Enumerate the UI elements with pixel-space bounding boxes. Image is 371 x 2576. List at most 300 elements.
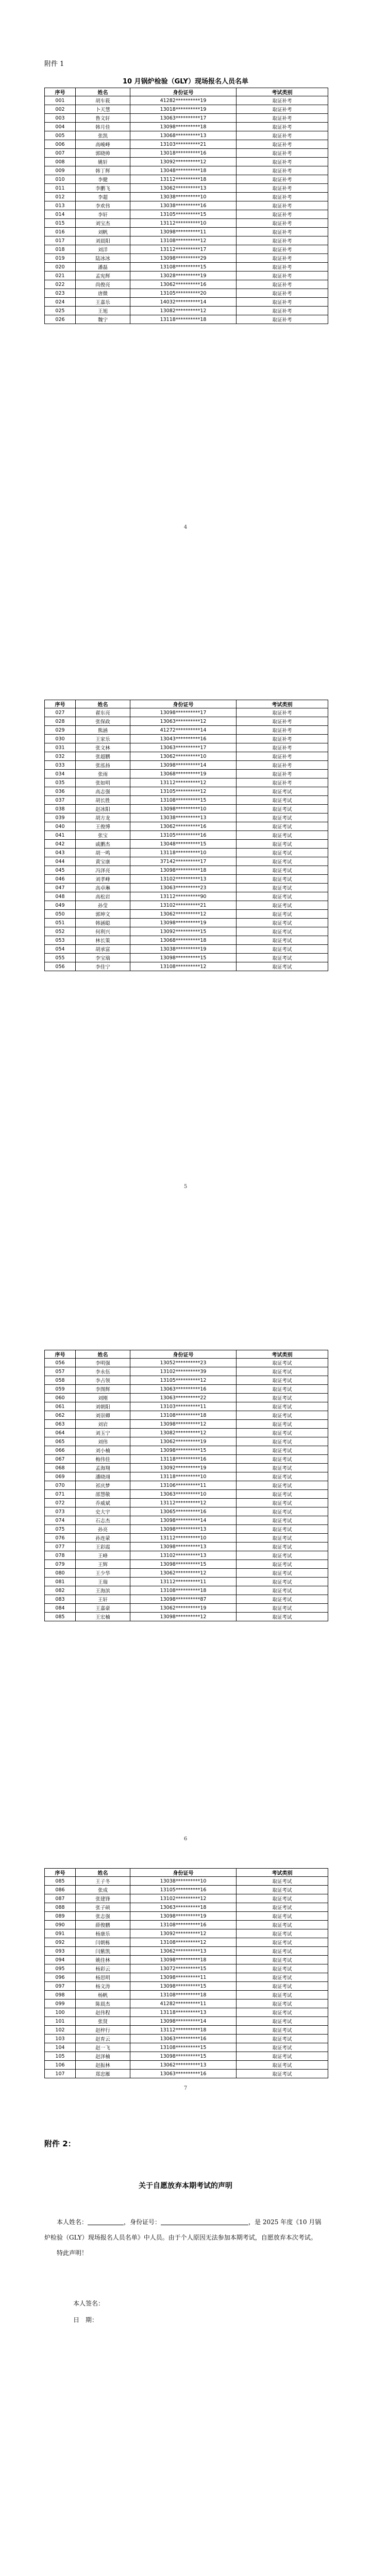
- table-row: [45, 1402, 328, 1411]
- cell-name: 张宝: [76, 831, 130, 840]
- cell-name: 戚鹏杰: [76, 840, 130, 849]
- table-row: [45, 770, 328, 778]
- cell-id: 13065**********16: [130, 1507, 237, 1516]
- cell-category: 取证考试: [237, 962, 328, 971]
- cell-name: 赵一飞: [76, 2043, 130, 2052]
- cell-name: 刘洋: [76, 245, 130, 254]
- cell-name: 胡方龙: [76, 814, 130, 822]
- cell-seq: 060: [45, 1394, 76, 1402]
- header-seq: 序号: [45, 1350, 76, 1359]
- cell-id: 13112**********10: [130, 219, 237, 228]
- cell-category: 取证考试: [237, 2008, 328, 2017]
- cell-seq: 082: [45, 1586, 76, 1595]
- header-id: 身份证号: [130, 1869, 237, 1877]
- declaration-paragraph: [44, 2214, 327, 2245]
- cell-id: 13108**********15: [130, 796, 237, 805]
- table-row: [45, 1578, 328, 1586]
- cell-seq: 106: [45, 2061, 76, 2070]
- table-row: [45, 708, 328, 717]
- cell-seq: 079: [45, 1560, 76, 1569]
- cell-category: 取证考试: [237, 1964, 328, 1973]
- table-row: [45, 298, 328, 307]
- cell-name: 刘晨阳: [76, 236, 130, 245]
- cell-name: 魏宁: [76, 315, 130, 324]
- cell-category: 取证补考: [237, 254, 328, 263]
- cell-id: 13098**********11: [130, 1973, 237, 1982]
- cell-category: 取证考试: [237, 1367, 328, 1376]
- cell-id: 13018**********16: [130, 149, 237, 158]
- table-row: [45, 245, 328, 254]
- cell-id: 13098**********15: [130, 954, 237, 962]
- cell-category: 取证考试: [237, 2017, 328, 2026]
- cell-seq: 049: [45, 901, 76, 910]
- cell-seq: 010: [45, 175, 76, 184]
- cell-category: 取证考试: [237, 1446, 328, 1455]
- cell-name: 王海滨: [76, 1586, 130, 1595]
- cell-id: 13098**********15: [130, 1982, 237, 1991]
- table-row: [45, 761, 328, 770]
- cell-id: 13052**********23: [130, 1359, 237, 1367]
- cell-id: 13062**********16: [130, 280, 237, 289]
- cell-id: 13102**********13: [130, 875, 237, 884]
- cell-seq: 056: [45, 1359, 76, 1367]
- table-row: [45, 805, 328, 814]
- cell-category: 取证补考: [237, 752, 328, 761]
- name-label: 本人姓名：: [57, 2218, 88, 2226]
- cell-category: 取证考试: [237, 927, 328, 936]
- cell-name: 刘玉宁: [76, 1429, 130, 1437]
- cell-name: 高峻峰: [76, 140, 130, 149]
- cell-seq: 056: [45, 962, 76, 971]
- cell-id: 13112**********12: [130, 778, 237, 787]
- cell-category: 取证考试: [237, 2043, 328, 2052]
- page-number: 4: [183, 524, 188, 530]
- cell-id: 13098**********15: [130, 2052, 237, 2061]
- cell-seq: 026: [45, 315, 76, 324]
- cell-id: 13062**********19: [130, 1604, 237, 1613]
- cell-name: 李欢伟: [76, 201, 130, 210]
- cell-category: 取证考试: [237, 875, 328, 884]
- table-row: [45, 884, 328, 892]
- cell-category: 取证考试: [237, 892, 328, 901]
- cell-seq: 095: [45, 1964, 76, 1973]
- cell-seq: 085: [45, 1877, 76, 1886]
- table-row: [45, 1481, 328, 1490]
- cell-seq: 015: [45, 219, 76, 228]
- cell-category: 取证补考: [237, 201, 328, 210]
- table-row: [45, 1929, 328, 1938]
- cell-category: 取证考试: [237, 1534, 328, 1543]
- cell-category: 取证补考: [237, 778, 328, 787]
- cell-seq: 085: [45, 1613, 76, 1621]
- cell-id: 13112**********90: [130, 892, 237, 901]
- cell-category: 取证考试: [237, 1912, 328, 1921]
- cell-seq: 066: [45, 1446, 76, 1455]
- cell-seq: 055: [45, 954, 76, 962]
- cell-category: 取证考试: [237, 1991, 328, 1999]
- cell-seq: 002: [45, 105, 76, 114]
- cell-seq: 014: [45, 210, 76, 219]
- cell-name: 刘伟: [76, 1437, 130, 1446]
- header-id: 身份证号: [130, 700, 237, 708]
- table-row: [45, 201, 328, 210]
- name-blank: [88, 2217, 124, 2225]
- cell-name: 刘帆: [76, 228, 130, 236]
- cell-seq: 022: [45, 280, 76, 289]
- header-seq: 序号: [45, 1869, 76, 1877]
- cell-seq: 061: [45, 1402, 76, 1411]
- cell-seq: 037: [45, 796, 76, 805]
- cell-name: 王少华: [76, 1569, 130, 1578]
- table-row: [45, 1534, 328, 1543]
- cell-seq: 064: [45, 1429, 76, 1437]
- cell-id: 13112**********18: [130, 175, 237, 184]
- cell-name: 胡承富: [76, 945, 130, 954]
- table-row: [45, 1376, 328, 1385]
- cell-seq: 090: [45, 1921, 76, 1929]
- table-row: [45, 263, 328, 272]
- cell-seq: 101: [45, 2017, 76, 2026]
- cell-category: 取证考试: [237, 1982, 328, 1991]
- cell-id: 13063**********16: [130, 2070, 237, 2078]
- cell-category: 取证补考: [237, 735, 328, 743]
- table-row: [45, 1956, 328, 1964]
- header-id: 身份证号: [130, 1350, 237, 1359]
- cell-name: 胡车筱: [76, 96, 130, 105]
- cell-seq: 084: [45, 1604, 76, 1613]
- cell-id: 13112**********10: [130, 1534, 237, 1543]
- cell-id: 13098**********14: [130, 761, 237, 770]
- table-row: [45, 1490, 328, 1499]
- roster-table-page-5: [44, 700, 328, 971]
- cell-name: 王轩: [76, 1595, 130, 1604]
- cell-seq: 063: [45, 1420, 76, 1429]
- cell-seq: 103: [45, 2035, 76, 2043]
- cell-name: 胡长胜: [76, 796, 130, 805]
- cell-seq: 018: [45, 245, 76, 254]
- table-row: [45, 1991, 328, 1999]
- cell-name: 杨彩云: [76, 1964, 130, 1973]
- cell-category: 取证考试: [237, 1402, 328, 1411]
- cell-seq: 093: [45, 1947, 76, 1956]
- table-row: [45, 1569, 328, 1578]
- cell-category: 取证补考: [237, 245, 328, 254]
- cell-category: 取证考试: [237, 1516, 328, 1525]
- cell-name: 张建锋: [76, 1894, 130, 1903]
- table-row: [45, 1947, 328, 1956]
- cell-seq: 098: [45, 1991, 76, 1999]
- cell-category: 取证考试: [237, 1551, 328, 1560]
- table-row: [45, 1894, 328, 1903]
- cell-seq: 028: [45, 717, 76, 726]
- table-row: [45, 1877, 328, 1886]
- cell-seq: 068: [45, 1464, 76, 1472]
- table-row: [45, 1525, 328, 1534]
- table-row: [45, 945, 328, 954]
- table-header-row: [45, 1350, 328, 1359]
- cell-category: 取证补考: [237, 158, 328, 166]
- header-name: 姓名: [76, 88, 130, 96]
- cell-name: 王家乐: [76, 735, 130, 743]
- cell-seq: 073: [45, 1507, 76, 1516]
- table-row: [45, 1964, 328, 1973]
- cell-id: 13098**********14: [130, 1516, 237, 1525]
- cell-name: 张志强: [76, 1912, 130, 1921]
- table-row: [45, 1999, 328, 2008]
- cell-seq: 105: [45, 2052, 76, 2061]
- cell-category: 取证考试: [237, 1586, 328, 1595]
- table-row: [45, 1385, 328, 1394]
- cell-seq: 040: [45, 822, 76, 831]
- table-row: [45, 280, 328, 289]
- cell-id: 13063**********12: [130, 717, 237, 726]
- cell-name: 张凯: [76, 131, 130, 140]
- table-row: [45, 726, 328, 735]
- table-row: [45, 849, 328, 857]
- table-row: [45, 140, 328, 149]
- cell-category: 取证考试: [237, 2061, 328, 2070]
- table-row: [45, 1359, 328, 1367]
- cell-category: 取证考试: [237, 822, 328, 831]
- cell-id: 13118**********10: [130, 849, 237, 857]
- cell-category: 取证补考: [237, 96, 328, 105]
- id-blank: [161, 2217, 248, 2225]
- cell-category: 取证补考: [237, 114, 328, 123]
- cell-name: 李图辉: [76, 1385, 130, 1394]
- cell-name: 李占领: [76, 1376, 130, 1385]
- table-row: [45, 166, 328, 175]
- declaration-title: 关于自愿放弃本期考试的声明: [139, 2182, 232, 2190]
- cell-category: 取证考试: [237, 849, 328, 857]
- table-row: [45, 158, 328, 166]
- cell-category: 取证考试: [237, 831, 328, 840]
- cell-name: 孟海翔: [76, 1464, 130, 1472]
- cell-category: 取证补考: [237, 193, 328, 201]
- cell-category: 取证考试: [237, 1578, 328, 1586]
- cell-name: 孙莹: [76, 901, 130, 910]
- table-row: [45, 927, 328, 936]
- cell-category: 取证考试: [237, 1560, 328, 1569]
- cell-name: 张贤: [76, 2017, 130, 2026]
- header-category: 考试类别: [237, 1869, 328, 1877]
- table-row: [45, 1595, 328, 1604]
- cell-seq: 008: [45, 158, 76, 166]
- table-row: [45, 228, 328, 236]
- cell-category: 取证补考: [237, 210, 328, 219]
- cell-name: 王嘉乐: [76, 298, 130, 307]
- cell-id: 13063**********16: [130, 2035, 237, 2043]
- cell-seq: 007: [45, 149, 76, 158]
- cell-category: 取证考试: [237, 1877, 328, 1886]
- roster-table-page-6: [44, 1350, 328, 1621]
- cell-seq: 059: [45, 1385, 76, 1394]
- cell-name: 孙连蒙: [76, 1534, 130, 1543]
- cell-seq: 051: [45, 919, 76, 927]
- cell-id: 13103**********21: [130, 140, 237, 149]
- cell-category: 取证补考: [237, 131, 328, 140]
- attachment-1-label: 附件 1: [44, 60, 64, 68]
- table-row: [45, 2043, 328, 2052]
- cell-name: 张如明: [76, 778, 130, 787]
- table-row: [45, 315, 328, 324]
- cell-id: 13063**********22: [130, 1394, 237, 1402]
- cell-category: 取证考试: [237, 945, 328, 954]
- cell-seq: 016: [45, 228, 76, 236]
- cell-id: 37142**********17: [130, 857, 237, 866]
- cell-category: 取证补考: [237, 272, 328, 280]
- cell-seq: 076: [45, 1534, 76, 1543]
- cell-name: 陆冰冰: [76, 254, 130, 263]
- cell-id: 13108**********12: [130, 962, 237, 971]
- cell-name: 赵泽楠: [76, 2052, 130, 2061]
- table-row: [45, 831, 328, 840]
- cell-seq: 087: [45, 1894, 76, 1903]
- cell-id: 13102**********12: [130, 1894, 237, 1903]
- cell-id: 13108**********18: [130, 1411, 237, 1420]
- cell-category: 取证补考: [237, 708, 328, 717]
- cell-category: 取证补考: [237, 166, 328, 175]
- cell-seq: 030: [45, 735, 76, 743]
- declaration-body: [44, 2214, 327, 2261]
- cell-seq: 023: [45, 289, 76, 298]
- cell-seq: 052: [45, 927, 76, 936]
- cell-category: 取证考试: [237, 1938, 328, 1947]
- cell-seq: 107: [45, 2070, 76, 2078]
- cell-seq: 067: [45, 1455, 76, 1464]
- table-row: [45, 307, 328, 315]
- cell-id: 41272**********14: [130, 726, 237, 735]
- table-row: [45, 1516, 328, 1525]
- cell-category: 取证考试: [237, 857, 328, 866]
- cell-category: 取证考试: [237, 1903, 328, 1912]
- cell-seq: 006: [45, 140, 76, 149]
- cell-seq: 047: [45, 884, 76, 892]
- cell-seq: 070: [45, 1481, 76, 1490]
- cell-seq: 072: [45, 1499, 76, 1507]
- declaration-closing: 特此声明！: [57, 2249, 88, 2257]
- cell-id: 13068**********13: [130, 131, 237, 140]
- table-row: [45, 1499, 328, 1507]
- cell-id: 13098**********11: [130, 228, 237, 236]
- cell-name: 黄宝康: [76, 857, 130, 866]
- cell-seq: 053: [45, 936, 76, 945]
- cell-seq: 042: [45, 840, 76, 849]
- cell-id: 13098**********29: [130, 254, 237, 263]
- table-row: [45, 1394, 328, 1402]
- cell-id: 13028**********19: [130, 272, 237, 280]
- cell-id: 13102**********39: [130, 1367, 237, 1376]
- table-row: [45, 114, 328, 123]
- table-row: [45, 1446, 328, 1455]
- table-row: [45, 1938, 328, 1947]
- table-row: [45, 2070, 328, 2078]
- cell-id: 13098**********13: [130, 1525, 237, 1534]
- cell-name: 刘孝峰: [76, 875, 130, 884]
- cell-seq: 102: [45, 2026, 76, 2035]
- cell-category: 取证考试: [237, 787, 328, 796]
- cell-name: 王辉: [76, 1560, 130, 1569]
- cell-seq: 088: [45, 1903, 76, 1912]
- table-row: [45, 875, 328, 884]
- table-row: [45, 193, 328, 201]
- table-row: [45, 743, 328, 752]
- cell-name: 赵冰阳: [76, 805, 130, 814]
- cell-category: 取证考试: [237, 1604, 328, 1613]
- table-row: [45, 1903, 328, 1912]
- cell-name: 闫朝栋: [76, 1938, 130, 1947]
- cell-seq: 069: [45, 1472, 76, 1481]
- table-header-row: [45, 700, 328, 708]
- table-row: [45, 2052, 328, 2061]
- table-row: [45, 2008, 328, 2017]
- cell-name: 高卓琳: [76, 884, 130, 892]
- cell-seq: 031: [45, 743, 76, 752]
- cell-id: 13112**********18: [130, 2026, 237, 2035]
- cell-id: 13068**********18: [130, 936, 237, 945]
- cell-id: 13092**********12: [130, 158, 237, 166]
- cell-id: 13098**********18: [130, 1956, 237, 1964]
- cell-id: 13048**********15: [130, 840, 237, 849]
- cell-seq: 089: [45, 1912, 76, 1921]
- cell-name: 林长策: [76, 936, 130, 945]
- cell-category: 取证补考: [237, 149, 328, 158]
- cell-seq: 038: [45, 805, 76, 814]
- cell-id: 13043**********16: [130, 735, 237, 743]
- table-row: [45, 1586, 328, 1595]
- cell-category: 取证补考: [237, 289, 328, 298]
- cell-seq: 012: [45, 193, 76, 201]
- cell-id: 13112**********17: [130, 245, 237, 254]
- roster-table-page-7: [44, 1868, 328, 2078]
- cell-category: 取证考试: [237, 1956, 328, 1964]
- cell-id: 13062**********13: [130, 184, 237, 193]
- cell-name: 鲁文轩: [76, 114, 130, 123]
- table-row: [45, 936, 328, 945]
- cell-category: 取证补考: [237, 315, 328, 324]
- cell-category: 取证考试: [237, 1394, 328, 1402]
- cell-id: 13098**********87: [130, 1595, 237, 1604]
- table-row: [45, 787, 328, 796]
- cell-name: 王旭: [76, 307, 130, 315]
- cell-name: 冯泽亮: [76, 866, 130, 875]
- cell-category: 取证考试: [237, 1437, 328, 1446]
- cell-id: 13082**********12: [130, 1429, 237, 1437]
- cell-category: 取证考试: [237, 1455, 328, 1464]
- cell-name: 王嘉豪: [76, 1604, 130, 1613]
- cell-id: 13108**********16: [130, 1921, 237, 1929]
- cell-category: 取证补考: [237, 175, 328, 184]
- cell-name: 杨思明: [76, 1973, 130, 1982]
- cell-category: 取证补考: [237, 123, 328, 131]
- cell-seq: 003: [45, 114, 76, 123]
- cell-id: 13112**********12: [130, 1499, 237, 1507]
- table-row: [45, 123, 328, 131]
- cell-id: 13098**********17: [130, 708, 237, 717]
- cell-name: 祁庆梦: [76, 1481, 130, 1490]
- table-row: [45, 2061, 328, 2070]
- cell-seq: 025: [45, 307, 76, 315]
- cell-category: 取证考试: [237, 1411, 328, 1420]
- attachment-2-label: 附件 2：: [44, 2139, 76, 2148]
- cell-category: 取证考试: [237, 1886, 328, 1894]
- cell-category: 取证补考: [237, 743, 328, 752]
- cell-name: 卜天慧: [76, 105, 130, 114]
- table-row: [45, 901, 328, 910]
- table-row: [45, 919, 328, 927]
- cell-name: 姚轩: [76, 158, 130, 166]
- cell-seq: 057: [45, 1367, 76, 1376]
- table-row: [45, 892, 328, 901]
